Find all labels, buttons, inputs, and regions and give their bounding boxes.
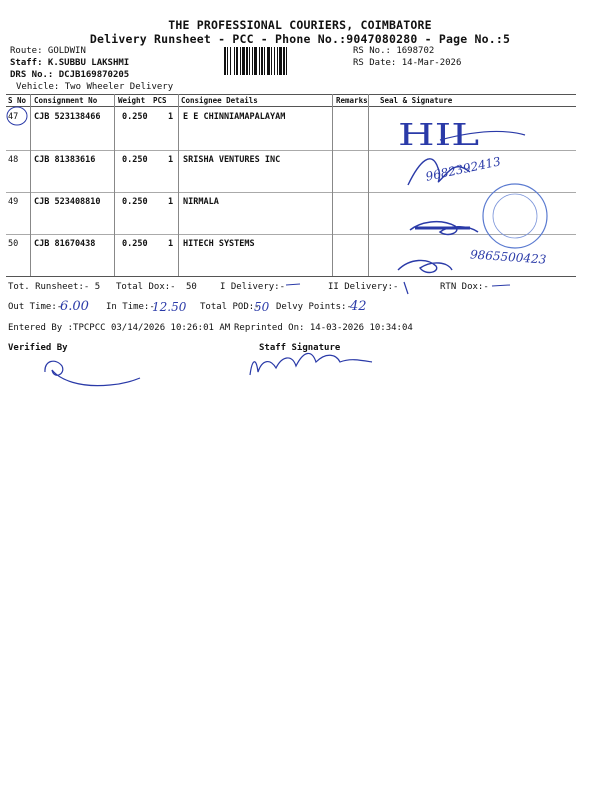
- col-header-weight: Weight: [118, 96, 146, 105]
- rtn-dox: RTN Dox:-: [440, 282, 489, 292]
- col-header-sno: S No: [8, 96, 27, 105]
- company-title: THE PROFESSIONAL COURIERS, COIMBATORE: [168, 18, 432, 32]
- row-weight: 0.250: [122, 155, 148, 165]
- row-consignee: SRISHA VENTURES INC: [183, 155, 281, 165]
- row-pcs: 1: [168, 112, 174, 122]
- row-consignee: NIRMALA: [183, 197, 219, 207]
- i-delivery: I Delivery:-: [220, 282, 286, 292]
- tick-mark: [404, 282, 408, 294]
- col-header-consignee: Consignee Details: [181, 96, 258, 105]
- drs-number: DRS No.: DCJB169870205: [10, 70, 130, 80]
- total-dox-label: Total Dox:-: [116, 282, 176, 292]
- vehicle-label: Vehicle: Two Wheeler Delivery: [16, 82, 174, 92]
- row-sno: 49: [8, 197, 19, 207]
- handwritten-total-pod: 50: [254, 300, 270, 314]
- ii-delivery: II Delivery:-: [328, 282, 399, 292]
- reprinted-on: Reprinted On: 14-03-2026 10:34:04: [234, 323, 413, 333]
- stamp-seal: [493, 194, 537, 238]
- stamp-seal: [483, 184, 547, 248]
- col-header-pcs: PCS: [153, 96, 167, 105]
- col-divider: [30, 94, 31, 276]
- table-bottom-border: [6, 276, 576, 277]
- signature-squiggle: [398, 260, 452, 272]
- row-consignment: CJB 523408810: [34, 197, 101, 207]
- table-top-border: [6, 94, 576, 95]
- row-sno: 47: [8, 112, 19, 122]
- signature-squiggle: [410, 222, 478, 235]
- row-divider: [6, 192, 576, 193]
- col-header-consignment: Consignment No: [34, 96, 98, 105]
- row-pcs: 1: [168, 239, 174, 249]
- col-divider: [178, 94, 179, 276]
- row-divider: [6, 150, 576, 151]
- runsheet-subtitle: Delivery Runsheet - PCC - Phone No.:9047080280 - Page No.:5: [89, 32, 511, 46]
- total-pod: Total POD:-: [200, 302, 260, 312]
- staff-signature-label: Staff Signature: [259, 343, 341, 353]
- row-consignee: E E CHINNIAMAPALAYAM: [183, 112, 286, 122]
- tot-runsheet: Tot. Runsheet:- 5: [8, 282, 101, 292]
- handwritten-phone-row50: 9865500423: [469, 247, 547, 267]
- row-consignment: CJB 81383616: [34, 155, 96, 165]
- handwritten-out-time: 6.00: [60, 299, 89, 314]
- dash-mark: [286, 284, 300, 285]
- row-weight: 0.250: [122, 112, 148, 122]
- row-consignee: HITECH SYSTEMS: [183, 239, 255, 249]
- col-divider: [368, 94, 369, 276]
- delvy-points: Delvy Points:-: [276, 302, 352, 312]
- row-weight: 0.250: [122, 197, 148, 207]
- route-label: Route: GOLDWIN: [10, 46, 86, 56]
- row-sno: 50: [8, 239, 19, 249]
- row-pcs: 1: [168, 197, 174, 207]
- row-consignment: CJB 523138466: [34, 112, 101, 122]
- dash-mark: [492, 285, 510, 286]
- row-weight: 0.250: [122, 239, 148, 249]
- handwritten-in-time: 12.50: [152, 300, 187, 314]
- entered-by: Entered By :TPCPCC 03/14/2026 10:26:01 AM: [8, 323, 231, 333]
- col-header-remarks: Remarks: [336, 96, 368, 105]
- total-dox-value: 50: [186, 282, 197, 292]
- row-divider: [6, 234, 576, 235]
- barcode-bar: [287, 47, 289, 75]
- verified-by-label: Verified By: [8, 343, 68, 353]
- handwritten-delvy-points: 42: [350, 299, 367, 314]
- rs-number: RS No.: 1698702: [353, 46, 435, 56]
- rs-date: RS Date: 14-Mar-2026: [353, 58, 462, 68]
- barcode: [224, 47, 348, 75]
- table-header-border: [6, 106, 576, 107]
- row-consignment: CJB 81670438: [34, 239, 96, 249]
- handwritten-phone-row48: 9682392413: [424, 154, 502, 184]
- row-sno: 48: [8, 155, 19, 165]
- col-divider: [114, 94, 115, 276]
- handwritten-signature-row47: HIL: [398, 118, 480, 153]
- out-time: Out Time:-: [8, 302, 63, 312]
- staff-signature-scribble: [250, 353, 372, 375]
- verified-signature: [45, 361, 140, 385]
- row-pcs: 1: [168, 155, 174, 165]
- staff-label: Staff: K.SUBBU LAKSHMI: [10, 58, 130, 68]
- col-divider: [332, 94, 333, 276]
- in-time: In Time:-: [106, 302, 155, 312]
- col-header-seal: Seal & Signature: [380, 96, 453, 105]
